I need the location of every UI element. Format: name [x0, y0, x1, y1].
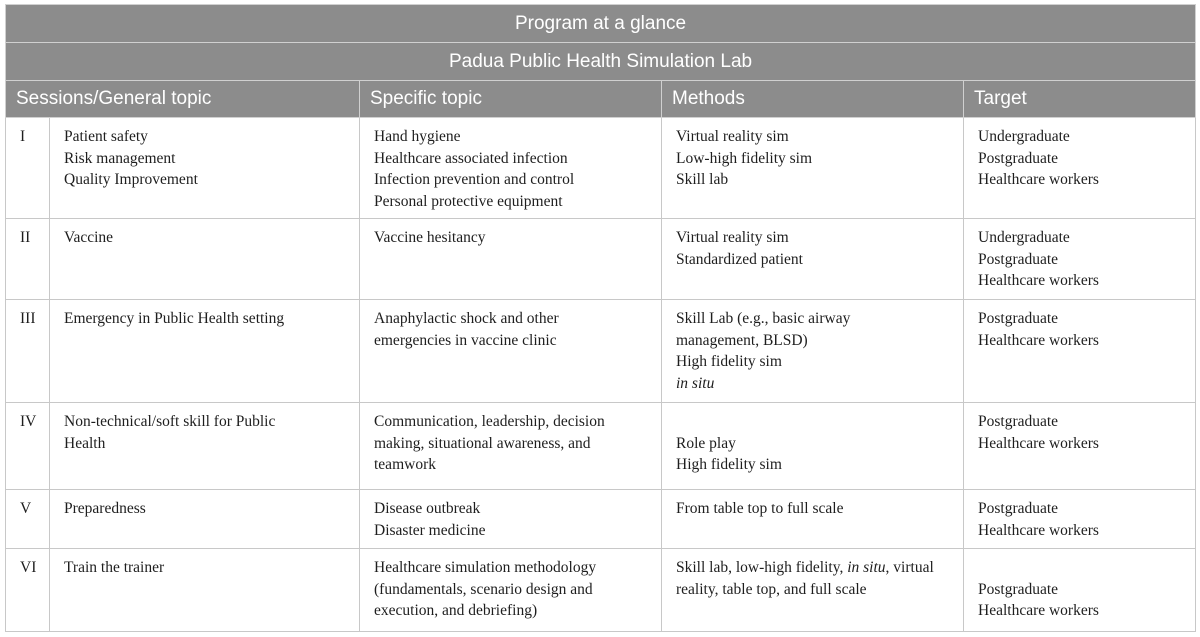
general-topic: Risk management [64, 149, 176, 167]
target: Healthcare workers [978, 171, 1099, 188]
specific-topic-cell [360, 118, 662, 219]
methods-cell [662, 403, 964, 490]
methods-cell [662, 549, 964, 632]
header-row [6, 81, 1196, 118]
session-number: IV [6, 403, 50, 490]
method: management, BLSD) [676, 331, 808, 349]
general-topic-cell [50, 403, 360, 490]
table-row [6, 300, 1196, 403]
target-cell [964, 219, 1196, 300]
specific-topic: Personal protective equipment [374, 192, 563, 210]
method: From table top to full scale [676, 500, 844, 517]
general-topic-cell [50, 118, 360, 219]
table-row [6, 549, 1196, 632]
general-topic: Health [64, 434, 106, 452]
specific-topic: Healthcare simulation methodology [374, 559, 597, 576]
general-topic-cell [50, 219, 360, 300]
specific-topic: Disaster medicine [374, 521, 486, 539]
target: Healthcare workers [978, 521, 1099, 539]
method-part: Skill lab, low-high fidelity, [676, 559, 848, 576]
methods-cell [662, 300, 964, 403]
method: Skill Lab (e.g., basic airway [676, 310, 851, 327]
specific-topic: (fundamentals, scenario design and [374, 580, 593, 598]
specific-topic: emergencies in vaccine clinic [374, 331, 557, 349]
target-spacer [978, 557, 1189, 579]
target: Healthcare workers [978, 602, 1099, 619]
specific-topic: Infection prevention and control [374, 171, 575, 188]
target: Healthcare workers [978, 434, 1099, 452]
table-title: Program at a glance [6, 5, 1196, 43]
methods-cell [662, 118, 964, 219]
table-subtitle: Padua Public Health Simulation Lab [6, 43, 1196, 81]
target: Postgraduate [978, 149, 1059, 167]
target: Postgraduate [978, 310, 1059, 327]
target-cell [964, 300, 1196, 403]
target: Undergraduate [978, 229, 1070, 246]
general-topic-cell [50, 300, 360, 403]
target: Postgraduate [978, 580, 1059, 598]
specific-topic: teamwork [374, 456, 436, 473]
subtitle-row [6, 43, 1196, 81]
target: Postgraduate [978, 413, 1059, 430]
method: Skill lab [676, 171, 729, 188]
specific-topic: Hand hygiene [374, 128, 461, 145]
target: Postgraduate [978, 250, 1059, 268]
method: in situ [676, 374, 715, 392]
title-row [6, 5, 1196, 43]
table-row [6, 403, 1196, 490]
specific-topic: making, situational awareness, and [374, 434, 591, 452]
method: Role play [676, 434, 736, 452]
specific-topic: Anaphylactic shock and other [374, 310, 559, 327]
header-specific-topic: Specific topic [360, 81, 662, 118]
program-table [5, 4, 1196, 632]
methods-cell [662, 219, 964, 300]
target: Postgraduate [978, 500, 1059, 517]
general-topic: Non-technical/soft skill for Public [64, 413, 276, 430]
target: Healthcare workers [978, 331, 1099, 349]
general-topic: Patient safety [64, 128, 148, 145]
target: Undergraduate [978, 128, 1070, 145]
table-row [6, 490, 1196, 549]
program-table-container [5, 4, 1195, 632]
method: Standardized patient [676, 250, 803, 268]
table-row [6, 219, 1196, 300]
table-row [6, 118, 1196, 219]
session-number: I [6, 118, 50, 219]
session-number: III [6, 300, 50, 403]
header-methods: Methods [662, 81, 964, 118]
specific-topic-cell [360, 490, 662, 549]
method: High fidelity sim [676, 456, 782, 473]
target-cell [964, 490, 1196, 549]
method-part-italic: in situ [847, 559, 886, 576]
header-general-topic: Sessions/General topic [6, 81, 360, 118]
specific-topic: Communication, leadership, decision [374, 413, 605, 430]
general-topic-cell [50, 549, 360, 632]
method: Low-high fidelity sim [676, 149, 813, 167]
specific-topic: execution, and debriefing) [374, 602, 538, 619]
target-cell [964, 549, 1196, 632]
specific-topic: Disease outbreak [374, 500, 481, 517]
general-topic-cell [50, 490, 360, 549]
specific-topic: Healthcare associated infection [374, 149, 568, 167]
specific-topic-cell [360, 219, 662, 300]
general-topic: Emergency in Public Health setting [64, 310, 285, 327]
session-number: VI [6, 549, 50, 632]
target-cell [964, 118, 1196, 219]
header-target: Target [964, 81, 1196, 118]
specific-topic-cell [360, 403, 662, 490]
method: reality, table top, and full scale [676, 580, 867, 598]
method: Virtual reality sim [676, 229, 789, 246]
general-topic: Preparedness [64, 500, 146, 517]
general-topic: Train the trainer [64, 559, 165, 576]
method: High fidelity sim [676, 353, 782, 370]
method-spacer [676, 411, 957, 433]
method-part: , virtual [885, 559, 934, 576]
target: Healthcare workers [978, 272, 1099, 289]
session-number: V [6, 490, 50, 549]
method-line [676, 557, 957, 579]
methods-cell [662, 490, 964, 549]
target-cell [964, 403, 1196, 490]
general-topic: Vaccine [64, 229, 114, 246]
general-topic: Quality Improvement [64, 171, 198, 188]
specific-topic-cell [360, 549, 662, 632]
specific-topic: Vaccine hesitancy [374, 229, 486, 246]
method: Virtual reality sim [676, 128, 789, 145]
session-number: II [6, 219, 50, 300]
specific-topic-cell [360, 300, 662, 403]
